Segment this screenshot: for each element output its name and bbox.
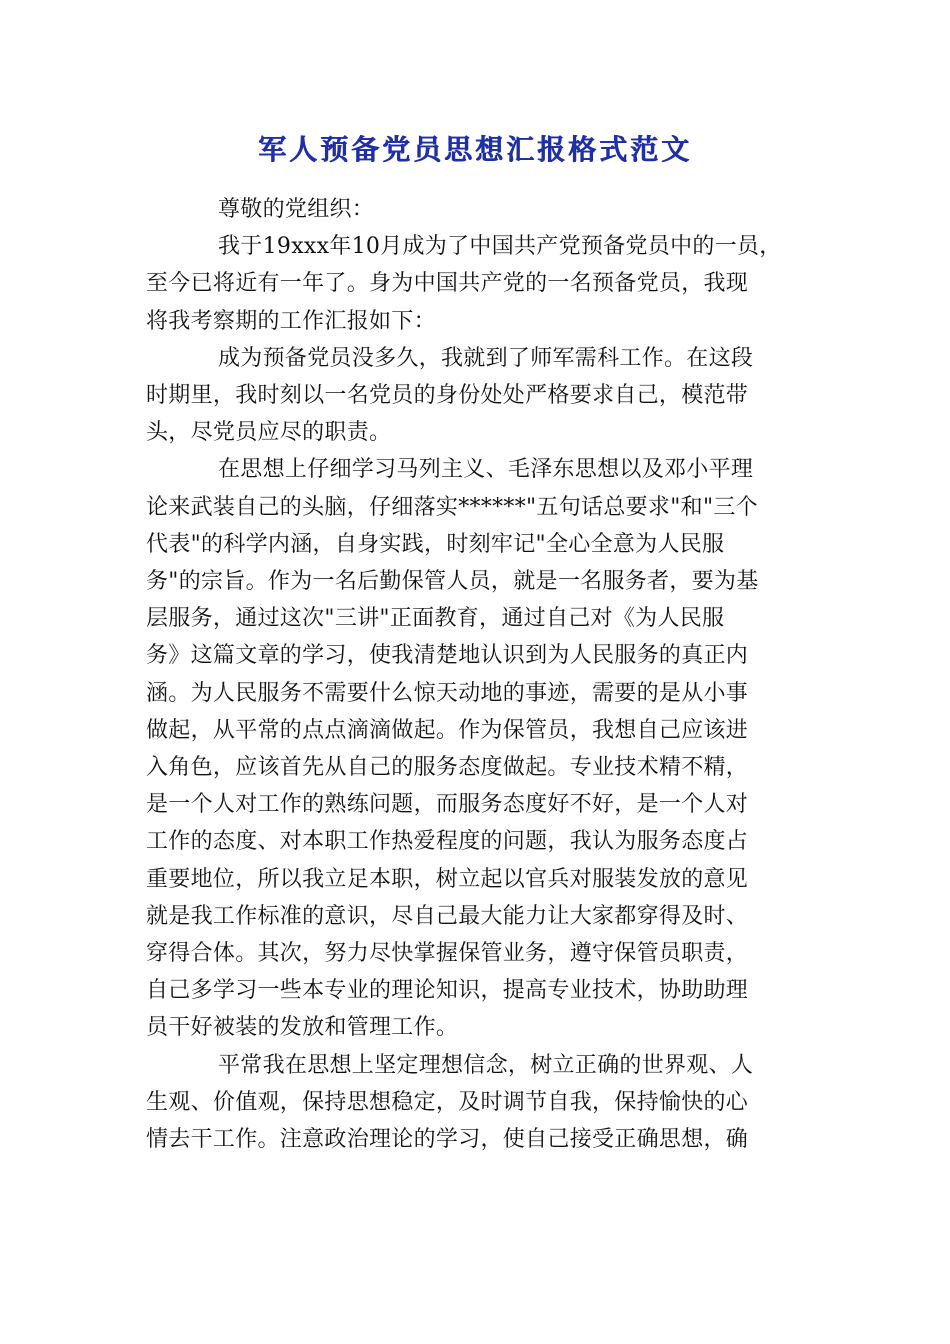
paragraph-line: 自己多学习一些本专业的理论知识，提高专业技术，协助助理 [146,978,749,1004]
paragraph-3 [146,451,806,1046]
document-body [146,191,806,1158]
paragraph-line: 层服务，通过这次"三讲"正面教育，通过自己对《为人民服 [146,606,725,632]
paragraph-2 [146,340,806,452]
paragraph-line: 我于19xxx年10月成为了中国共产党预备党员中的一员， [218,234,782,260]
paragraph-line: 入角色，应该首先从自己的服务态度做起。专业技术精不精， [146,755,749,781]
paragraph-line: 平常我在思想上坚定理想信念，树立正确的世界观、人 [218,1052,754,1078]
paragraph-line: 成为预备党员没多久，我就到了师军需科工作。在这段 [218,345,754,371]
paragraph-line: 员干好被装的发放和管理工作。 [146,1015,459,1041]
paragraph-line: 穿得合体。其次，努力尽快掌握保管业务，遵守保管员职责， [146,941,749,967]
salutation: 尊敬的党组织： [218,197,375,222]
paragraph-4 [146,1047,806,1159]
paragraph-line: 在思想上仔细学习马列主义、毛泽东思想以及邓小平理 [218,457,754,483]
paragraph-1 [146,228,806,340]
paragraph-line: 情去干工作。注意政治理论的学习，使自己接受正确思想，确 [146,1127,749,1153]
paragraph-line: 务》这篇文章的学习，使我清楚地认识到为人民服务的真正内 [146,643,749,669]
paragraph-line: 论来武装自己的头脑，仔细落实******"五句话总要求"和"三个 [146,494,758,520]
paragraph-line: 至今已将近有一年了。身为中国共产党的一名预备党员，我现 [146,271,749,297]
paragraph-line: 务"的宗旨。作为一名后勤保管人员，就是一名服务者，要为基 [146,569,759,595]
paragraph-line: 涵。为人民服务不需要什么惊天动地的事迹，需要的是从小事 [146,680,749,706]
paragraph-line: 就是我工作标准的意识，尽自己最大能力让大家都穿得及时、 [146,903,749,929]
paragraph-line: 生观、价值观，保持思想稳定，及时调节自我，保持愉快的心 [146,1089,749,1115]
paragraph-line: 重要地位，所以我立足本职，树立起以官兵对服装发放的意见 [146,866,749,892]
document-title: 军人预备党员思想汇报格式范文 [257,133,692,166]
paragraph-line: 代表"的科学内涵，自身实践，时刻牢记"全心全意为人民服 [146,531,725,557]
paragraph-line: 头，尽党员应尽的职责。 [146,420,392,446]
paragraph-line: 工作的态度、对本职工作热爱程度的问题，我认为服务态度占 [146,829,749,855]
paragraph-line: 时期里，我时刻以一名党员的身份处处严格要求自己，模范带 [146,383,749,409]
paragraph-line: 是一个人对工作的熟练问题，而服务态度好不好，是一个人对 [146,792,749,818]
paragraph-line: 将我考察期的工作汇报如下： [146,308,436,334]
paragraph-line: 做起，从平常的点点滴滴做起。作为保管员，我想自己应该进 [146,717,749,743]
